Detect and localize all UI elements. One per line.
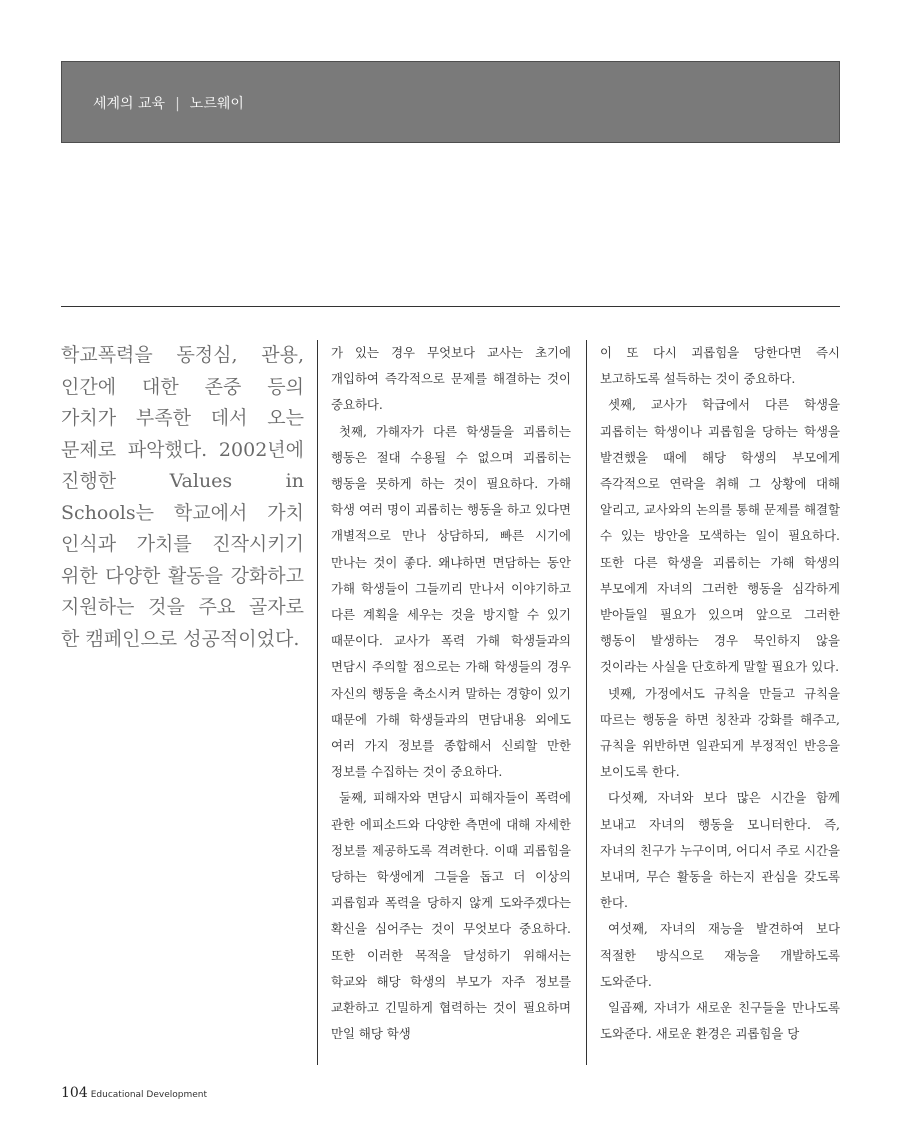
paragraph: 일곱째, 자녀가 새로운 친구들을 만나도록 도와준다. 새로운 환경은 괴롭힘을 당 (600, 1000, 840, 1042)
header-title (93, 93, 244, 113)
paragraph: 여섯째, 자녀의 재능을 발견하여 보다 적절한 방식으로 재능을 개발하도록 도와준다. (600, 921, 840, 989)
body-column-b (600, 340, 840, 1065)
header-banner (61, 61, 840, 143)
header-separator: | (175, 96, 180, 112)
paragraph: 둘째, 피해자와 면담시 피해자들이 폭력에 관한 에피소드와 다양한 측면에 대해 자세한 정보를 제공하도록 격려한다. 이때 괴롭힘을 당하는 학생에게 그들을 돕고 더 이상의 괴롭힘과 폭력을 당하지 않게 도와주겠다는 확신을 심어주는 것이 무엇보다 중요하다. 또한 이러한 목적을 달성하기 위해서는 학교와 해당 학생의 부모가 자주 정보를 교환하고 긴밀하게 협력하는 것이 필요하며 만일 해당 학생 (331, 790, 571, 1042)
page-number: 104 (61, 1085, 88, 1101)
pull-quote: 학교폭력을 동정심, 관용, 인간에 대한 존중 등의 가치가 부족한 데서 오는 문제로 파악했다. 2002년에 진행한 Values in Schools는 학교에서 가치 인식과 가치를 진작시키기 위한 다양한 활동을 강화하고 지원하는 것을 주요 골자로 한 캠페인으로 성공적이었다. (61, 344, 304, 650)
publication-title: Educational Development (90, 1090, 208, 1100)
country-label: 노르웨이 (189, 96, 244, 112)
paragraph: 첫째, 가해자가 다른 학생들을 괴롭히는 행동은 절대 수용될 수 없으며 괴롭히는 행동을 못하게 하는 것이 필요하다. 가해 학생 여러 명이 괴롭히는 행동을 하고 있다면 개별적으로 만나 상담하되, 빠른 시기에 만나는 것이 좋다. 왜냐하면 면담하는 동안 가해 학생들이 그들끼리 만나서 이야기하고 다른 계획을 세우는 것을 방지할 수 있기 때문이다. 교사가 폭력 가해 학생들과의 면담시 주의할 점으로는 가해 학생들의 경우 자신의 행동을 축소시켜 말하는 경향이 있기 때문에 가해 학생들과의 면담내용 외에도 여러 가지 정보를 종합해서 신뢰할 만한 정보를 수집하는 것이 중요하다. (331, 423, 571, 780)
paragraph: 가 있는 경우 무엇보다 교사는 초기에 개입하여 즉각적으로 문제를 해결하는 것이 중요하다. (331, 345, 571, 413)
paragraph: 넷째, 가정에서도 규칙을 만들고 규칙을 따르는 행동을 하면 칭찬과 강화를 해주고, 규칙을 위반하면 일관되게 부정적인 반응을 보이도록 한다. (600, 685, 840, 780)
paragraph: 셋째, 교사가 학급에서 다른 학생을 괴롭히는 학생이나 괴롭힘을 당하는 학생을 발견했을 때에 해당 학생의 부모에게 즉각적으로 연락을 취해 그 상황에 대해 알리고, 교사와의 논의를 통해 문제를 해결할 수 있는 방안을 모색하는 일이 필요하다. 또한 다른 학생을 괴롭히는 가해 학생의 부모에게 자녀의 그러한 행동을 심각하게 받아들일 필요가 있으며 앞으로 그러한 행동이 발생하는 경우 묵인하지 않을 것이라는 사실을 단호하게 말할 필요가 있다. (600, 397, 840, 675)
paragraph: 이 또 다시 괴롭힘을 당한다면 즉시 보고하도록 설득하는 것이 중요하다. (600, 345, 840, 387)
section-divider (61, 306, 840, 307)
page-footer (61, 1082, 207, 1101)
paragraph: 다섯째, 자녀와 보다 많은 시간을 함께 보내고 자녀의 행동을 모니터한다. 즉, 자녀의 친구가 누구이며, 어디서 주로 시간을 보내며, 무슨 활동을 하는지 관심을 갖도록 한다. (600, 790, 840, 911)
column-b-rule (586, 340, 587, 1065)
column-a-rule (317, 340, 318, 1065)
section-label: 세계의 교육 (93, 96, 166, 112)
body-column-a (331, 340, 571, 1065)
